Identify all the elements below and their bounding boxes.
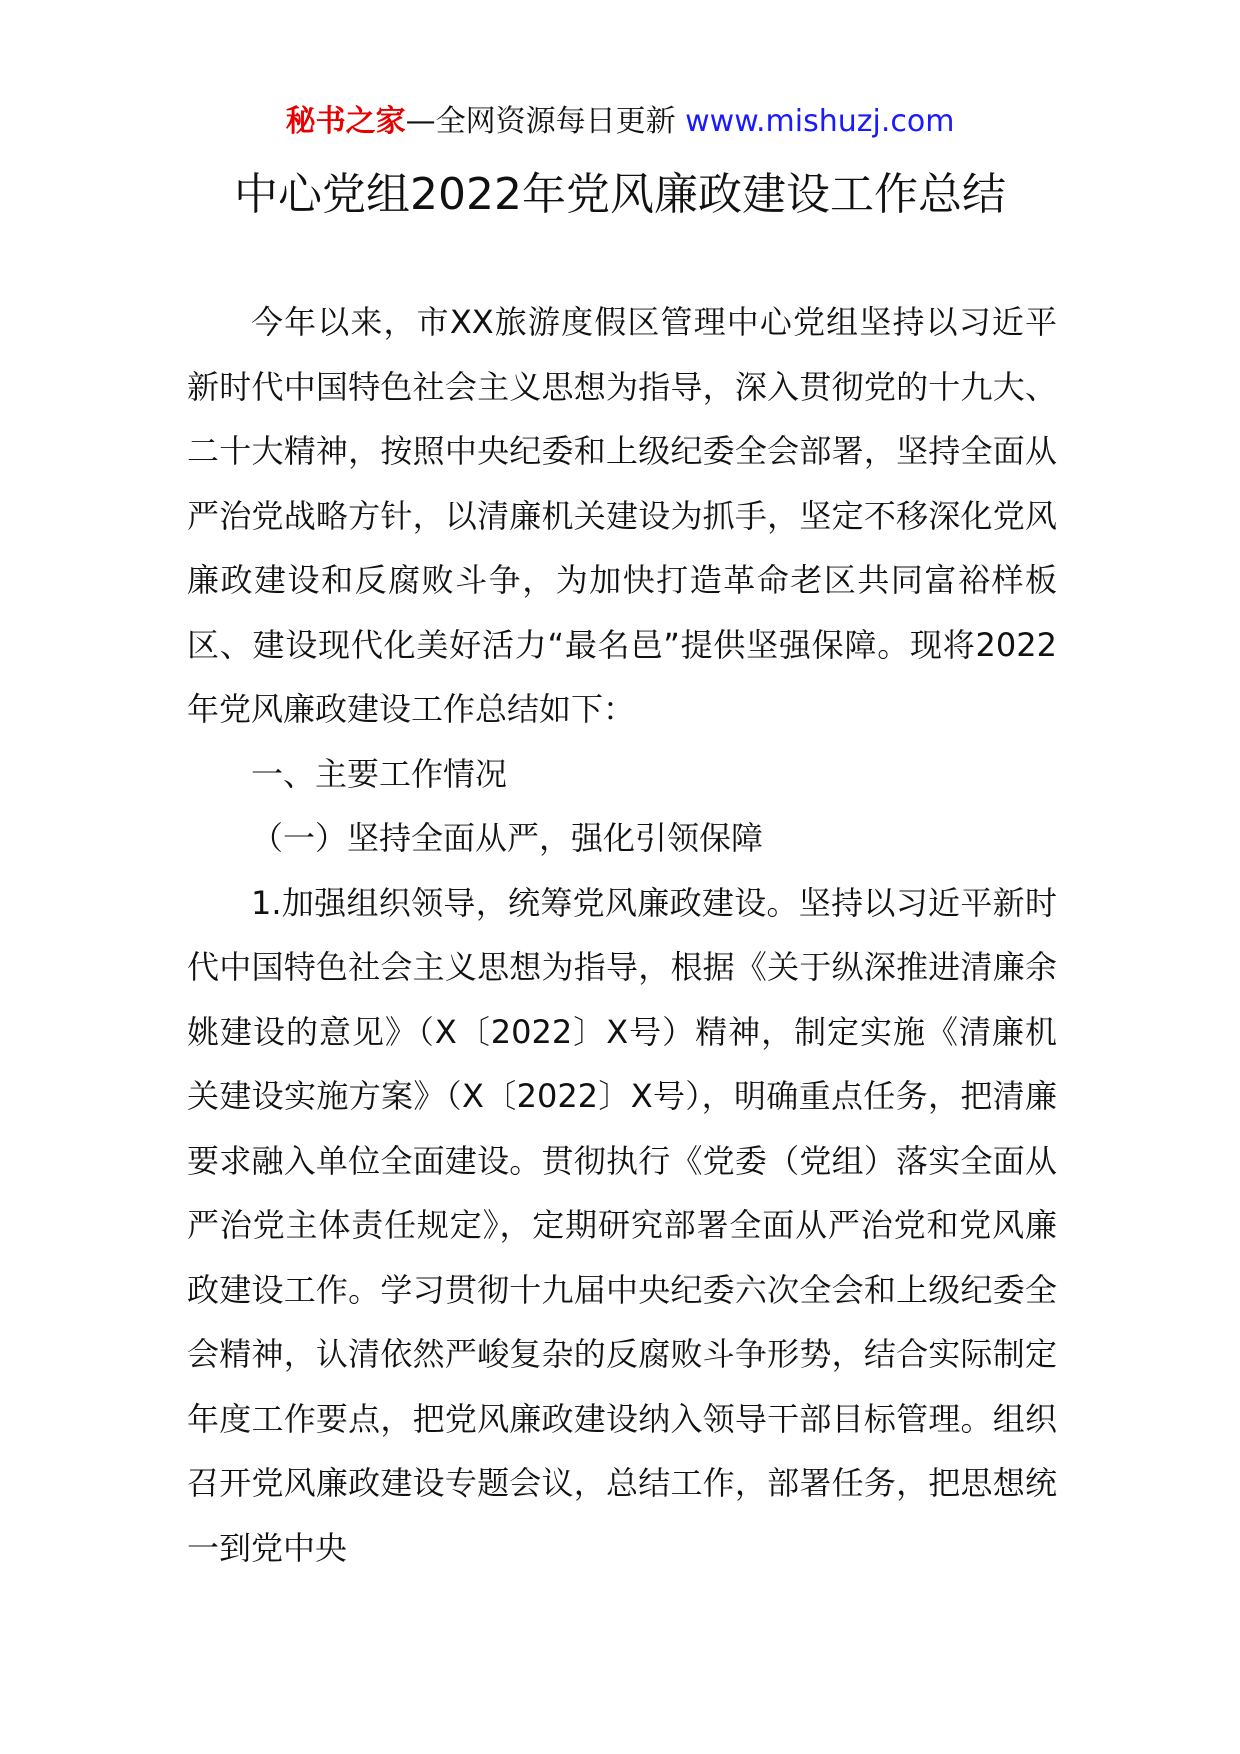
section-heading: 一、主要工作情况 — [251, 754, 508, 793]
document-body — [187, 290, 1057, 1580]
paragraph-intro: 今年以来，市XX旅游度假区管理中心党组坚持以习近平新时代中国特色社会主义思想为指导，深入贯彻党的十九大、二十大精神，按照中央纪委和上级纪委全会部署，坚持全面从严治党战略方针，以清廉机关建设为抓手，坚定不移深化党风廉政建设和反腐败斗争，为加快打造革命老区共同富裕样板区、建设现代化美好活力“最名邑”提供坚强保障。现将2022年党风廉政建设工作总结如下： — [187, 303, 1057, 728]
document-title: 中心党组2022年党风廉政建设工作总结 — [234, 169, 1006, 220]
banner-tagline: —全网资源每日更新 — [405, 104, 676, 139]
banner-brand: 秘书之家 — [285, 104, 406, 139]
paragraph-item-1: 1.加强组织领导，统筹党风廉政建设。坚持以习近平新时代中国特色社会主义思想为指导，根据《关于纵深推进清廉余姚建设的意见》（X〔2022〕X号）精神，制定实施《清廉机关建设实施方案》（X〔2022〕X号），明确重点任务，把清廉要求融入单位全面建设。贯彻执行《党委（党组）落实全面从严治党主体责任规定》，定期研究部署全面从严治党和党风廉政建设工作。学习贯彻十九届中央纪委六次全会和上级纪委全会精神，认清依然严峻复杂的反腐败斗争形势，结合实际制定年度工作要点，把党风廉政建设纳入领导干部目标管理。组织召开党风廉政建设专题会议，总结工作，部署任务，把思想统一到党中央 — [187, 883, 1057, 1567]
banner-url-link[interactable]: www.mishuzj.com — [685, 104, 955, 139]
header-banner — [0, 102, 1240, 142]
subsection-heading: （一）坚持全面从严，强化引领保障 — [251, 819, 764, 857]
